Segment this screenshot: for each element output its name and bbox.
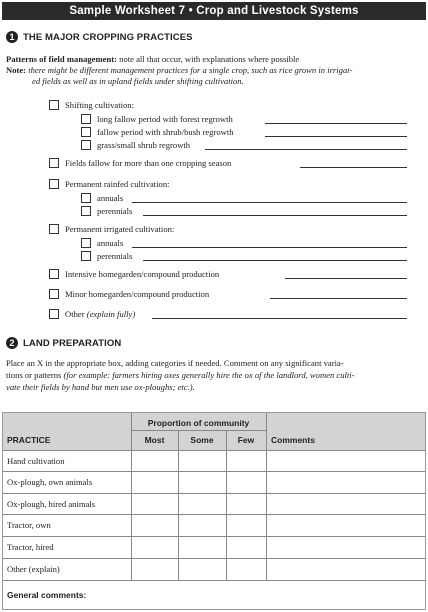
fallow-season-label: Fields fallow for more than one cropping season [65, 158, 232, 168]
irrigated-checkbox[interactable] [49, 224, 59, 234]
minor-homegarden-label: Minor homegarden/compound production [65, 289, 210, 299]
section-2-title: LAND PREPARATION [23, 337, 122, 349]
intro-line-2-plain: tions or patterns [6, 370, 62, 380]
land-prep-intro-line-2 [6, 370, 426, 381]
rainfed-perennials-label: perennials [97, 206, 133, 216]
few-header: Few [237, 435, 255, 445]
land-prep-intro-line-1: Place an X in the appropriate box, adding categories if needed. Comment on any significant varia- [6, 358, 344, 368]
table-row-label: Hand cultivation [7, 456, 65, 466]
minor-homegarden-checkbox[interactable] [49, 289, 59, 299]
note-line-1: there might be different management practices for a single crop, such as rice grown in irrigat- [28, 65, 353, 75]
patterns-label: Patterns of field management: [6, 54, 117, 64]
land-prep-intro-line-3: vate their fields by hand but men use ox-ploughs; etc.). [6, 382, 195, 392]
rainfed-annuals-checkbox[interactable] [81, 193, 91, 203]
rainfed-checkbox[interactable] [49, 179, 59, 189]
row-divider [3, 471, 425, 472]
rainfed-perennials-checkbox[interactable] [81, 206, 91, 216]
intro-line-2-italic: (for example: farmers hiring oxes generally hire the ox of the landlord, women culti- [63, 370, 355, 380]
comments-header: Comments [271, 435, 315, 445]
note-label: Note: [6, 65, 27, 75]
irrigated-perennials-checkbox[interactable] [81, 251, 91, 261]
forest-regrowth-checkbox[interactable] [81, 114, 91, 124]
section-1-number: 1 [6, 31, 18, 43]
forest-regrowth-label: long fallow period with forest regrowth [97, 114, 233, 124]
other-note: (explain fully) [86, 309, 136, 319]
shrub-regrowth-label: fallow period with shrub/bush regrowth [97, 127, 234, 137]
irrigated-label: Permanent irrigated cultivation: [65, 224, 175, 234]
irrigated-perennials-line[interactable] [143, 260, 407, 261]
patterns-instruction [6, 54, 299, 65]
other-practice-label [65, 309, 135, 320]
irrigated-annuals-line[interactable] [132, 247, 407, 248]
proportion-header: Proportion of community [147, 418, 250, 428]
irrigated-annuals-checkbox[interactable] [81, 238, 91, 248]
col-divider-most [131, 413, 132, 580]
note-paragraph [6, 65, 424, 76]
table-row-label: Other (explain) [7, 564, 60, 574]
fallow-season-line[interactable] [300, 167, 407, 168]
header-bottom-border [3, 450, 425, 451]
land-preparation-table [2, 412, 426, 610]
some-header: Some [190, 435, 214, 445]
irrigated-annuals-label: annuals [97, 238, 124, 248]
grass-regrowth-line[interactable] [205, 149, 407, 150]
rainfed-annuals-label: annuals [97, 193, 124, 203]
forest-regrowth-line[interactable] [265, 123, 407, 124]
fallow-season-checkbox[interactable] [49, 158, 59, 168]
note-line-2: ed fields as well as in upland fields under shifting cultivation. [32, 76, 244, 86]
shrub-regrowth-line[interactable] [265, 136, 407, 137]
intensive-homegarden-line[interactable] [285, 278, 407, 279]
most-header: Most [144, 435, 165, 445]
intensive-homegarden-checkbox[interactable] [49, 269, 59, 279]
row-divider [3, 514, 425, 515]
col-divider-comments [266, 413, 267, 580]
general-comments-label: General comments: [7, 590, 87, 600]
section-2-number: 2 [6, 337, 18, 349]
shifting-checkbox[interactable] [49, 100, 59, 110]
row-divider [3, 558, 425, 559]
section-2-heading [6, 336, 121, 350]
rainfed-annuals-line[interactable] [132, 202, 407, 203]
irrigated-perennials-label: perennials [97, 251, 133, 261]
intensive-homegarden-label: Intensive homegarden/compound production [65, 269, 220, 279]
practice-header: PRACTICE [7, 435, 51, 445]
minor-homegarden-line[interactable] [270, 298, 407, 299]
row-divider [3, 580, 425, 581]
other-practice-line[interactable] [152, 318, 407, 319]
grass-regrowth-label: grass/small shrub regrowth [97, 140, 191, 150]
rainfed-label: Permanent rainfed cultivation: [65, 179, 170, 189]
header-divider [131, 430, 266, 431]
table-row-label: Ox-plough, own animals [7, 477, 93, 487]
shrub-regrowth-checkbox[interactable] [81, 127, 91, 137]
worksheet-title: Sample Worksheet 7 • Crop and Livestock Systems [2, 2, 426, 20]
row-divider [3, 536, 425, 537]
row-divider [3, 493, 425, 494]
section-1-title: THE MAJOR CROPPING PRACTICES [23, 31, 193, 43]
table-row-label: Ox-plough, hired animals [7, 499, 96, 509]
table-row-label: Tractor, own [7, 520, 51, 530]
other-practice-checkbox[interactable] [49, 309, 59, 319]
table-row-label: Tractor, hired [7, 542, 54, 552]
grass-regrowth-checkbox[interactable] [81, 140, 91, 150]
section-1-heading [6, 30, 193, 44]
shifting-label: Shifting cultivation: [65, 100, 134, 110]
rainfed-perennials-line[interactable] [143, 215, 407, 216]
patterns-text: note all that occur, with explanations where possible [119, 54, 300, 64]
other-text: Other [65, 309, 85, 319]
